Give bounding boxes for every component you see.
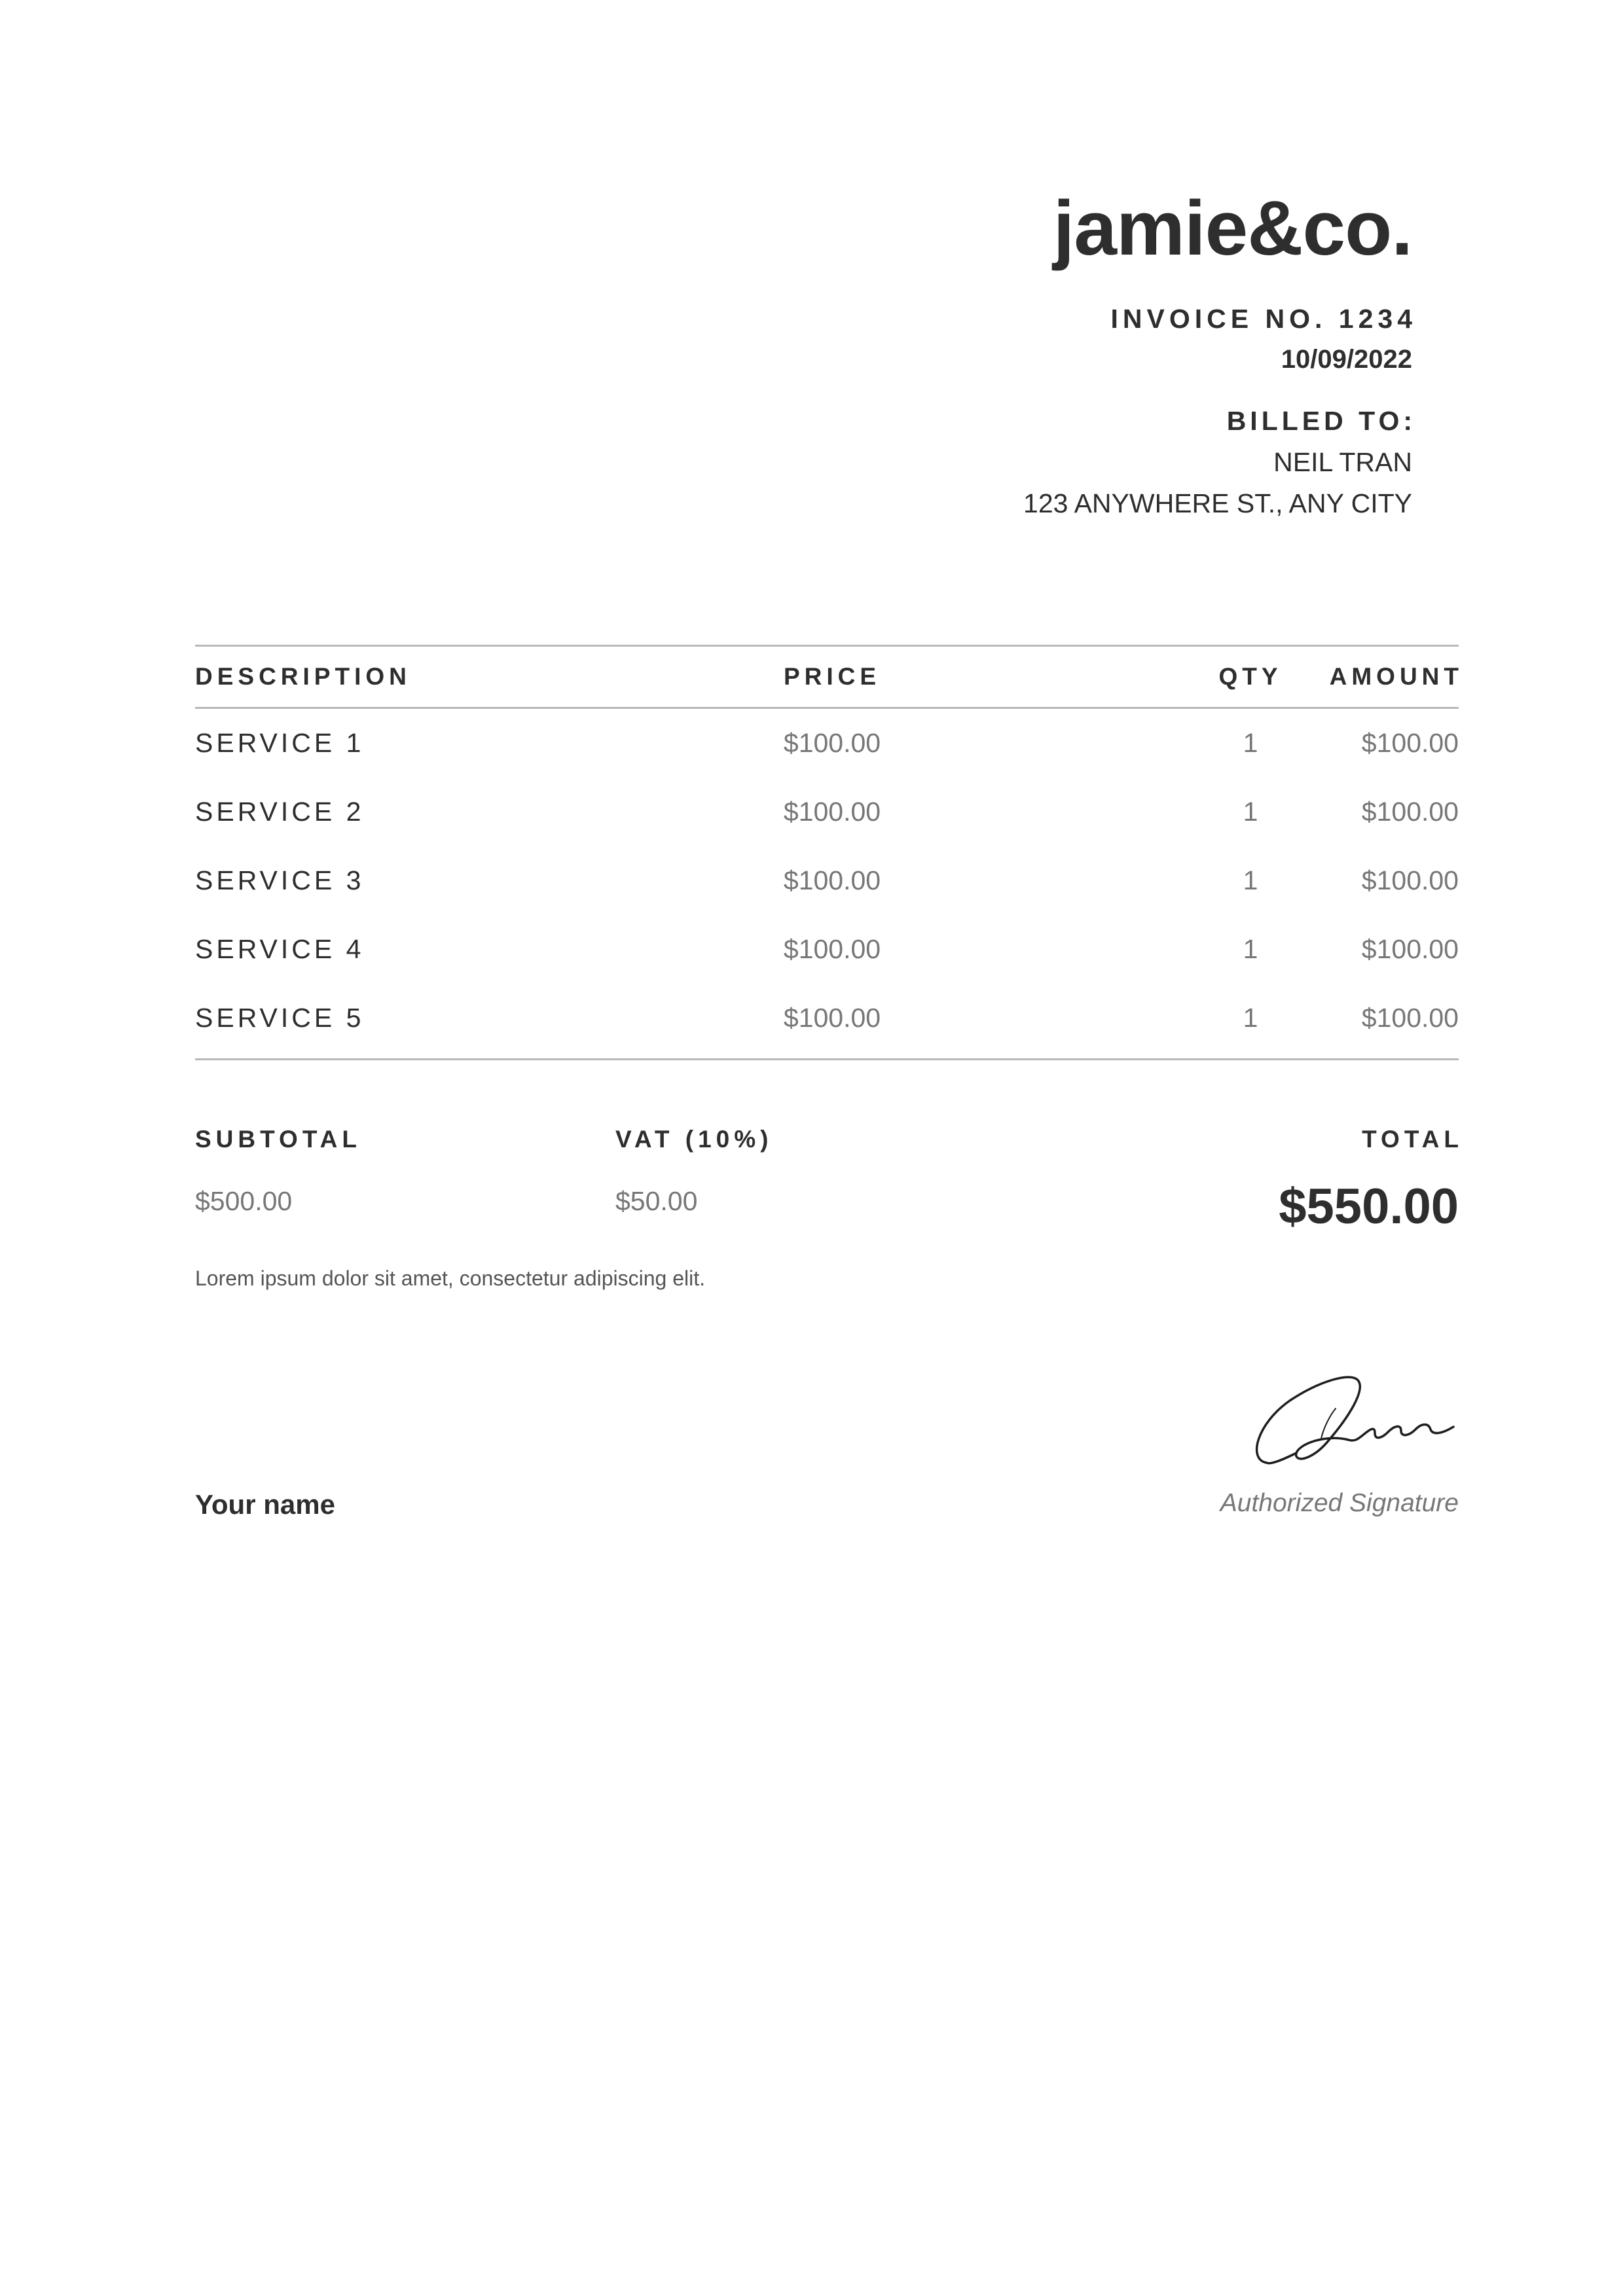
table-row (195, 785, 1459, 854)
row-amount: $100.00 (1361, 728, 1459, 758)
table-row (195, 717, 1459, 785)
brand-name: jamie&co. (1053, 185, 1412, 272)
signature-graphic (1244, 1361, 1460, 1473)
billed-to-label: BILLED TO: (1226, 406, 1416, 436)
row-price: $100.00 (783, 797, 881, 827)
line-items-table (195, 645, 1463, 1060)
table-body (195, 709, 1459, 1060)
vat-label: VAT (10%) (615, 1126, 773, 1153)
row-description: SERVICE 3 (195, 865, 365, 895)
row-description: SERVICE 2 (195, 797, 365, 827)
vat-value: $50.00 (615, 1186, 698, 1216)
row-price: $100.00 (783, 934, 881, 964)
billed-to-name: NEIL TRAN (1273, 447, 1412, 477)
table-header (195, 647, 1463, 707)
header-amount: AMOUNT (1329, 663, 1463, 690)
total-label: TOTAL (1362, 1126, 1463, 1153)
authorized-signature-label: Authorized Signature (1220, 1489, 1459, 1517)
row-amount: $100.00 (1361, 797, 1459, 827)
invoice-number: INVOICE NO. 1234 (1110, 304, 1417, 334)
table-row (195, 923, 1459, 992)
header-price: PRICE (783, 663, 881, 690)
row-price: $100.00 (783, 728, 881, 758)
row-qty: 1 (1243, 728, 1258, 758)
row-price: $100.00 (783, 1003, 881, 1033)
invoice-date: 10/09/2022 (1281, 345, 1412, 374)
row-qty: 1 (1243, 797, 1258, 827)
row-amount: $100.00 (1361, 1003, 1459, 1033)
invoice-header (692, 185, 1417, 519)
table-row (195, 992, 1459, 1060)
table-row (195, 854, 1459, 923)
row-amount: $100.00 (1361, 865, 1459, 895)
your-name: Your name (195, 1489, 335, 1520)
invoice-note: Lorem ipsum dolor sit amet, consectetur adipiscing elit. (195, 1266, 706, 1290)
header-description: DESCRIPTION (195, 663, 411, 690)
row-description: SERVICE 4 (195, 934, 365, 964)
row-qty: 1 (1243, 865, 1258, 895)
subtotal-label: SUBTOTAL (195, 1126, 362, 1153)
row-price: $100.00 (783, 865, 881, 895)
billed-to-address: 123 ANYWHERE ST., ANY CITY (1023, 488, 1412, 518)
row-amount: $100.00 (1361, 934, 1459, 964)
total-value: $550.00 (1279, 1179, 1459, 1234)
row-qty: 1 (1243, 1003, 1258, 1033)
row-qty: 1 (1243, 934, 1258, 964)
subtotal-value: $500.00 (195, 1186, 293, 1216)
row-description: SERVICE 1 (195, 728, 365, 758)
row-description: SERVICE 5 (195, 1003, 365, 1033)
header-qty: QTY (1218, 663, 1283, 690)
